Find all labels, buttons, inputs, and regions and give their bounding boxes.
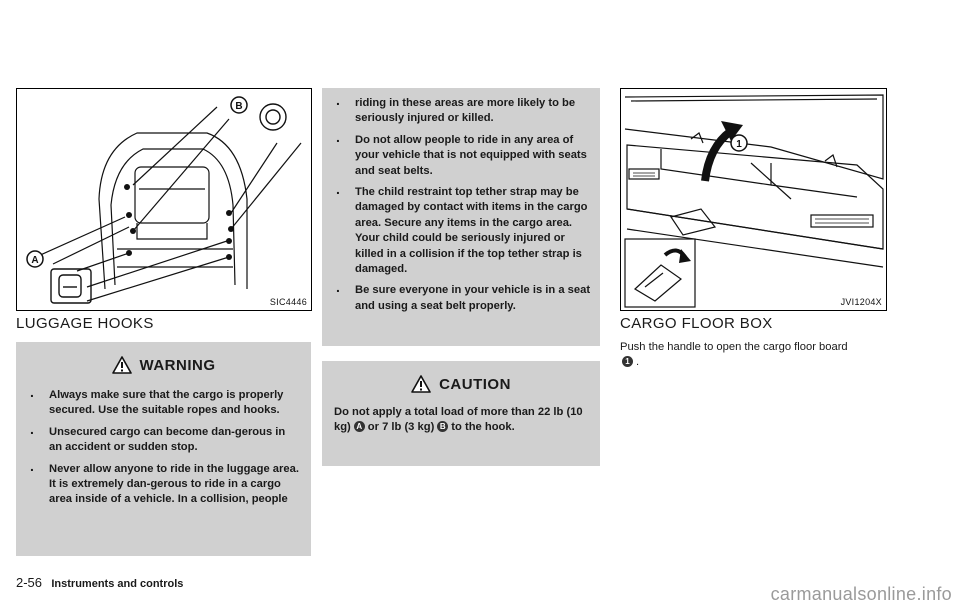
warning-list-col2 <box>322 96 600 314</box>
marker-a: A <box>354 421 365 432</box>
watermark: carmanualsonline.info <box>770 584 952 604</box>
cargo-floor-box-text: Push the handle to open the cargo floor board 1 . <box>620 341 848 369</box>
caution-text: Do not apply a total load of more than 22 lb (10 kg) A or 7 lb (3 kg) B to the hook. <box>334 406 583 434</box>
warning-box-col2 <box>322 88 600 346</box>
figure-code: SIC4446 <box>269 297 307 307</box>
label-a-marker <box>27 251 43 267</box>
caution-title: CAUTION <box>322 375 600 393</box>
label-b-marker <box>231 97 247 113</box>
warning-item: . Be sure everyone in your vehicle is in a seat and using a seat belt properly. <box>334 283 592 314</box>
warning-item: . Never allow anyone to ride in the luggage area. It is extremely dan-gerous to ride in a cargo area inside of a vehicle. In a collision, people <box>28 462 301 508</box>
svg-text:A: A <box>31 255 39 266</box>
luggage-area-illustration <box>17 89 311 310</box>
page-number: 2-56 <box>16 575 43 590</box>
warning-item-continued: . riding in these areas are more likely to be seriously injured or killed. <box>334 96 592 127</box>
caution-box <box>322 361 600 466</box>
svg-text:1: 1 <box>736 139 742 150</box>
cargo-floor-box-heading: CARGO FLOOR BOX <box>620 315 773 332</box>
label-1-marker <box>731 135 747 151</box>
warning-title: WARNING <box>16 356 311 374</box>
caution-triangle-icon <box>411 375 431 393</box>
svg-text:B: B <box>235 101 243 112</box>
marker-b: B <box>437 421 448 432</box>
warning-box-col1 <box>16 342 311 556</box>
warning-item: . Do not allow people to ride in any area of your vehicle that is not equipped with seats and seat belts. <box>334 133 592 179</box>
cargo-floor-box-figure <box>620 88 887 311</box>
luggage-hooks-heading: LUGGAGE HOOKS <box>16 315 154 332</box>
cargo-floor-illustration <box>621 89 886 310</box>
page-footer <box>16 575 183 590</box>
marker-1: 1 <box>622 356 633 367</box>
warning-item: . Always make sure that the cargo is properly secured. Use the suitable ropes and hooks. <box>28 388 301 419</box>
section-name: Instruments and controls <box>51 578 184 590</box>
warning-triangle-icon <box>112 356 132 374</box>
figure-code: JVI1204X <box>840 297 882 307</box>
warning-item: . The child restraint top tether strap may be damaged by contact with items in the cargo area. Secure any items in the cargo area. Your child could be seriously injured or killed in a collision if the top tether strap is damaged. <box>334 185 592 277</box>
warning-item: . Unsecured cargo can become dan-gerous in an accident or sudden stop. <box>28 425 301 456</box>
luggage-hooks-figure <box>16 88 312 311</box>
warning-list-col1 <box>16 388 311 508</box>
